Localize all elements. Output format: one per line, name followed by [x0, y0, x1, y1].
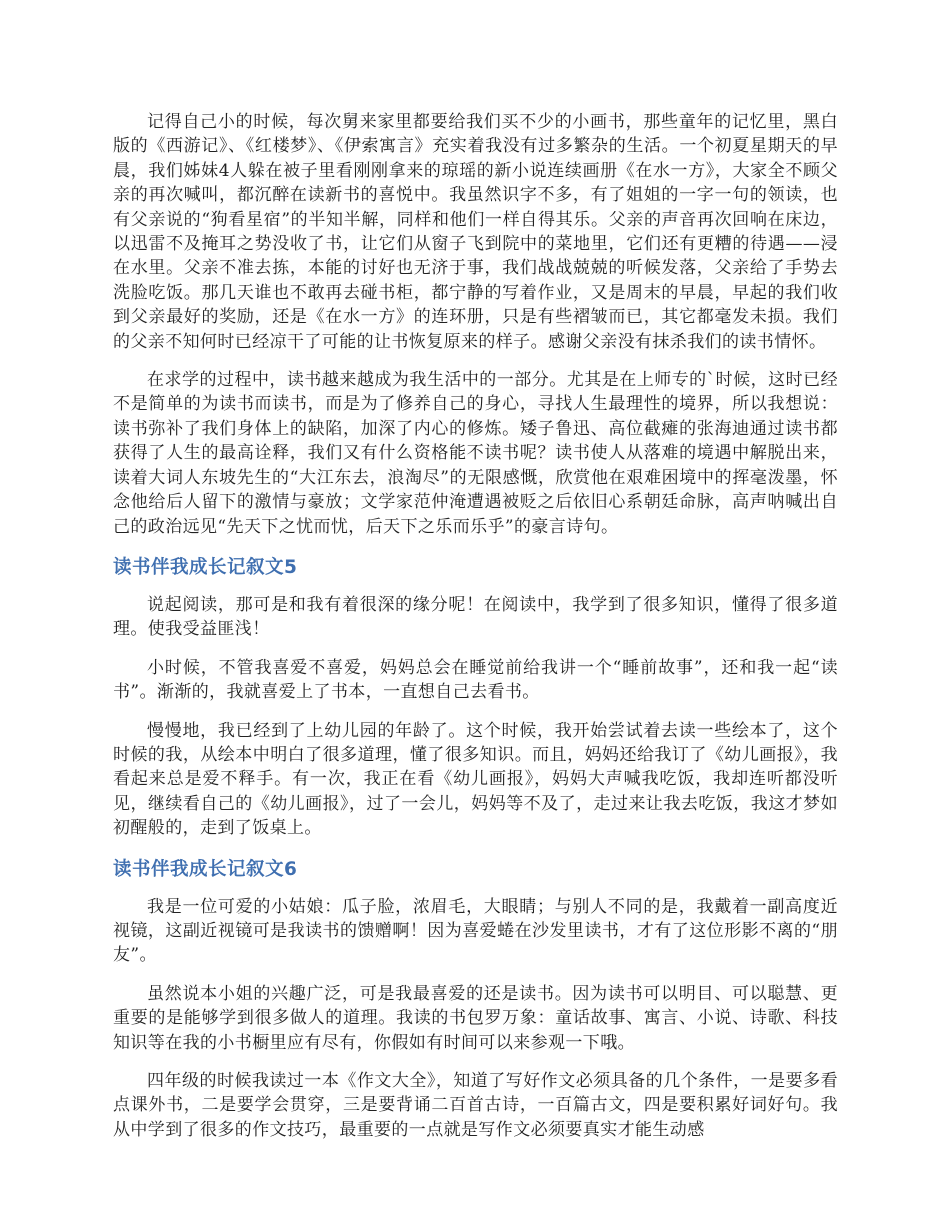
section-heading: 读书伴我成长记叙文5 — [113, 556, 298, 578]
document-page — [113, 110, 838, 1156]
paragraph: 小时候，不管我喜爱不喜爱，妈妈总会在睡觉前给我讲一个“睡前故事”，还和我一起“读书”。渐渐的，我就喜爱上了书本，一直想自己去看书。 — [113, 657, 838, 703]
paragraph: 我是一位可爱的小姑娘：瓜子脸，浓眉毛，大眼睛；与别人不同的是，我戴着一副高度近视镜，这副近视镜可是我读书的馈赠啊！因为喜爱蜷在沙发里读书，才有了这位形影不离的“朋友”。 — [113, 896, 838, 966]
paragraph: 虽然说本小姐的兴趣广泛，可是我最喜爱的还是读书。因为读书可以明目、可以聪慧、更重要的是能够学到很多做人的道理。我读的书包罗万象：童话故事、寓言、小说、诗歌、科技知识等在我的小书橱里应有尽有，你假如有时间可以来参观一下哦。 — [113, 983, 838, 1053]
paragraph: 四年级的时候我读过一本《作文大全》，知道了写好作文必须具备的几个条件，一是要多看点课外书，二是要学会贯穿，三是要背诵二百首古诗，一百篇古文，四是要积累好词好句。我从中学到了很多的作文技巧，最重要的一点就是写作文必须要真实才能生动感 — [113, 1071, 838, 1140]
paragraph: 慢慢地，我已经到了上幼儿园的年龄了。这个时候，我开始尝试着去读一些绘本了，这个时候的我，从绘本中明白了很多道理，懂了很多知识。而且，妈妈还给我订了《幼儿画报》，我看起来总是爱不释手。有一次，我正在看《幼儿画报》，妈妈大声喊我吃饭，我却连听都没听见，继续看自己的《幼儿画报》，过了一会儿，妈妈等不及了，走过来让我去吃饭，我这才梦如初醒般的，走到了饭桌上。 — [113, 720, 838, 839]
section-heading: 读书伴我成长记叙文6 — [113, 858, 298, 880]
paragraph: 在求学的过程中，读书越来越成为我生活中的一部分。尤其是在上师专的`时候，这时已经不是简单的为读书而读书，而是为了修养自己的身心，寻找人生最理性的境界，所以我想说：读书弥补了我们身体上的缺陷，加深了内心的修炼。矮子鲁迅、高位截瘫的张海迪通过读书都获得了人生的最高诠释，我们又有什么资格能不读书呢？读书使人从落难的境遇中解脱出来，读着大词人东坡先生的“大江东去，浪淘尽”的无限感慨，欣赏他在艰难困境中的挥毫泼墨，怀念他给后人留下的激情与豪放；文学家范仲淹遭遇被贬之后依旧心系朝廷命脉，高声呐喊出自己的政治远见“先天下之忧而忧，后天下之乐而乐乎”的豪言诗句。 — [113, 370, 838, 537]
paragraph: 记得自己小的时候，每次舅来家里都要给我们买不少的小画书，那些童年的记忆里，黑白版的《西游记》、《红楼梦》、《伊索寓言》充实着我没有过多繁杂的生活。一个初夏星期天的早晨，我们姊妹4人躲在被子里看刚刚拿来的琼瑶的新小说连续画册《在水一方》，大家全不顾父亲的再次喊叫，都沉醉在读新书的喜悦中。我虽然识字不多，有了姐姐的一字一句的领读，也有父亲说的“狗看星宿”的半知半解，同样和他们一样自得其乐。父亲的声音再次回响在床边，以迅雷不及掩耳之势没收了书，让它们从窗子飞到院中的菜地里，它们还有更糟的待遇——浸在水里。父亲不准去拣，本能的讨好也无济于事，我们战战兢兢的听候发落，父亲给了手势去洗脸吃饭。那几天谁也不敢再去碰书柜，都宁静的写着作业，又是周末的早晨，早起的我们收到父亲最好的奖励，还是《在水一方》的连环册，只是有些褶皱而已，其它都毫发未损。我们的父亲不知何时已经凉干了可能的让书恢复原来的样子。感谢父亲没有抹杀我们的读书情怀。 — [113, 112, 838, 352]
paragraph: 说起阅读，那可是和我有着很深的缘分呢！在阅读中，我学到了很多知识，懂得了很多道理。使我受益匪浅！ — [113, 594, 838, 640]
